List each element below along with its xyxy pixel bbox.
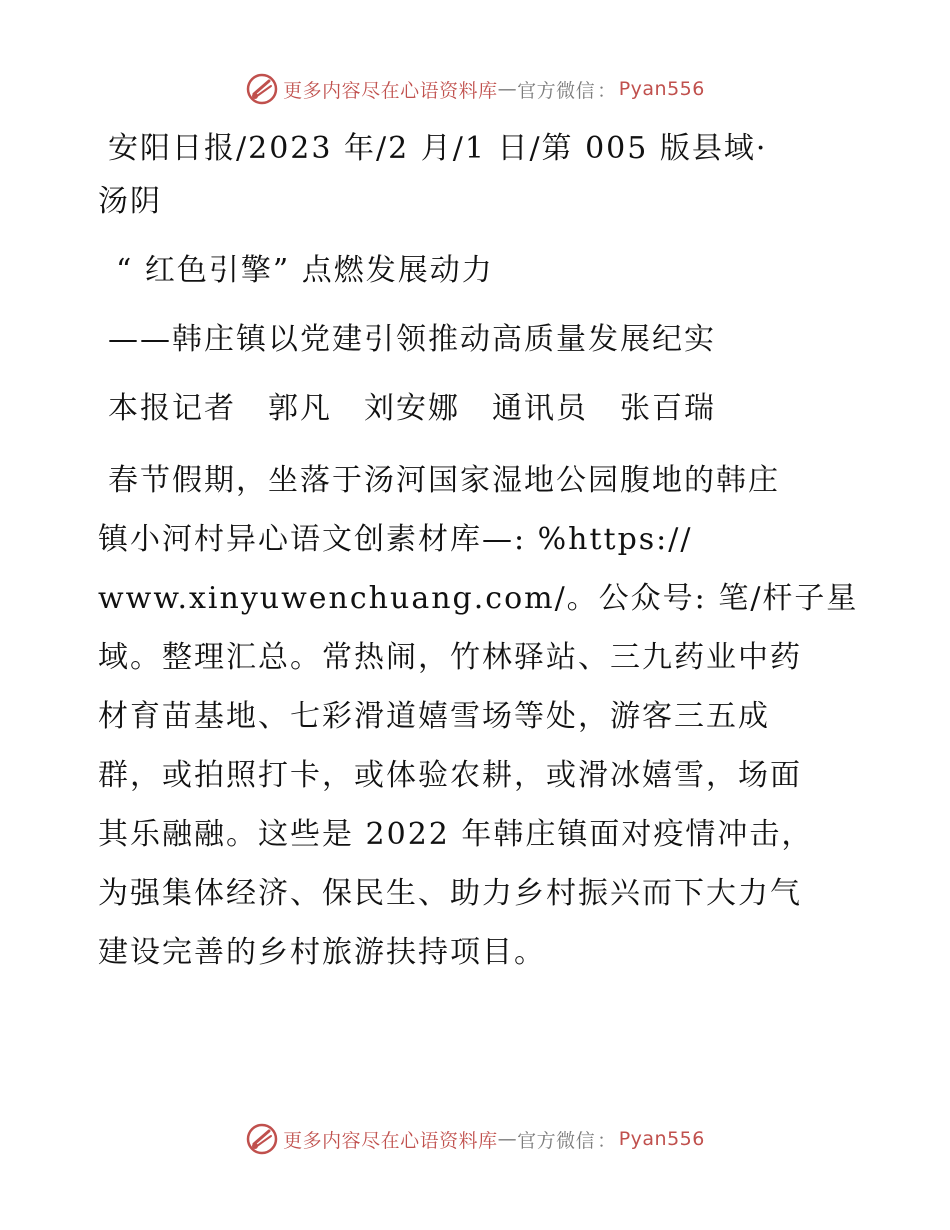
watermark-colon: ： — [597, 1129, 617, 1152]
watermark-text: 更多内容尽在心语资料库 — [283, 79, 498, 102]
body-line: 域。整理汇总。常热闹，竹林驿站、三九药业中药 — [98, 640, 802, 675]
watermark-text: 更多内容尽在心语资料库 — [283, 1129, 498, 1152]
watermark-colon: ： — [597, 79, 617, 102]
watermark-label: 官方微信 — [517, 1129, 596, 1152]
watermark-label: 官方微信 — [517, 79, 596, 102]
article-source — [98, 122, 858, 228]
article-body — [98, 451, 858, 982]
article-title-block — [98, 244, 858, 297]
body-line: www.xinyuwenchuang.com/。公众号: 笔/杆子星 — [98, 581, 859, 616]
body-line: 群，或拍照打卡，或体验农耕，或滑冰嬉雪，场面 — [98, 758, 802, 793]
body-line: 建设完善的乡村旅游扶持项目。 — [98, 935, 546, 970]
article-subtitle-block — [98, 313, 858, 366]
body-line: 其乐融融。这些是 2022 年韩庄镇面对疫情冲击， — [98, 817, 814, 852]
body-line: 镇小河村异心语文创素材库—: %https:// — [98, 522, 693, 557]
source-line: 汤阴 — [98, 184, 162, 219]
watermark-id: Pyan556 — [618, 78, 705, 100]
header-watermark — [0, 72, 950, 106]
article-subtitle: ——韩庄镇以党建引领推动高质量发展纪实 — [108, 322, 716, 357]
watermark-id: Pyan556 — [618, 1128, 705, 1150]
article-byline: 本报记者 郭凡 刘安娜 通讯员 张百瑞 — [108, 391, 716, 426]
article — [98, 122, 858, 998]
footer-watermark — [0, 1122, 950, 1156]
body-line: 春节假期，坐落于汤河国家湿地公园腹地的韩庄 — [108, 463, 780, 498]
logo-seal-icon — [245, 72, 279, 106]
source-line: 安阳日报/2023 年/2 月/1 日/第 005 版县域· — [108, 131, 768, 166]
logo-seal-icon — [245, 1122, 279, 1156]
watermark-separator: — — [497, 78, 518, 100]
article-byline-block — [98, 382, 858, 435]
watermark-separator: — — [497, 1128, 518, 1150]
article-title: “ 红色引擎” 点燃发展动力 — [116, 253, 494, 288]
body-line: 为强集体经济、保民生、助力乡村振兴而下大力气 — [98, 876, 802, 911]
body-line: 材育苗基地、七彩滑道嬉雪场等处，游客三五成 — [98, 699, 770, 734]
